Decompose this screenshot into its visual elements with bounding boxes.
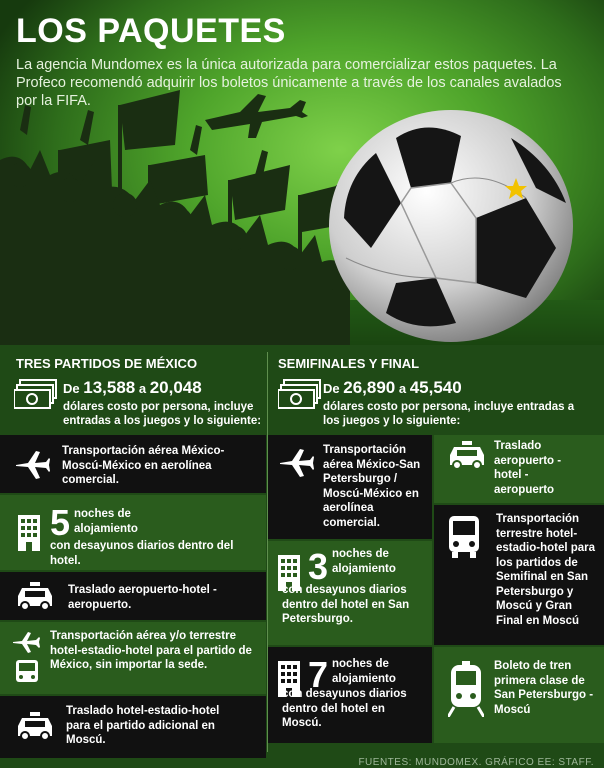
left-item-extra-match-transfer: Traslado hotel-estadio-hotel para el partido adicional en Moscú. [0,696,266,758]
right-item-train-ticket: Boleto de tren primera clase de San Petersburgo -Moscú [434,647,604,743]
taxi-icon [16,582,54,615]
right-column-heading: SEMIFINALES Y FINAL [278,356,420,371]
right-item-hotel-nights-stpetersburg: 3 noches de alojamiento con desayunos diarios dentro del hotel en San Petersburgo. [268,541,432,645]
money-icon [278,378,322,410]
taxi-icon [16,712,54,745]
nights-count: 5 [50,502,71,543]
sources-footer: FUENTES: MUNDOMEX. GRÁFICO EE: STAFF. [358,757,594,768]
airplane-icon [14,449,50,484]
left-item-airport-transfer: Traslado aeropuerto-hotel -aeropuerto. [0,572,266,620]
left-item-hotel-nights: 5 noches de alojamiento con desayunos diarios dentro del hotel. [0,495,266,570]
left-price-description: dólares costo por persona, incluye entradas a los juegos y lo siguiente: [63,401,262,427]
bus-icon [448,515,480,564]
train-icon [448,661,484,722]
hotel-building-icon [18,515,40,556]
intro-text: La agencia Mundomex es la única autorizada para comercializar estos paquetes. La Profeco recomendó adquirir los boletos únicamente a través de los canales avalados por la FIFA. [16,57,562,109]
nights-count: 7 [308,654,329,695]
hero-banner [0,0,604,345]
left-item-air-transport: Transportación aérea México-Moscú-México en aerolínea comercial. [0,435,266,493]
left-price-range: De 13,588 a 20,048 [63,378,202,397]
left-column-heading: TRES PARTIDOS DE MÉXICO [16,356,198,371]
soccer-ball-globe-illustration [326,108,576,345]
money-icon [14,378,58,410]
right-item-airport-transfer: Traslado aeropuerto -hotel -aeropuerto [434,435,604,503]
right-item-hotel-nights-moscow: 7 noches de alojamiento con desayunos diarios dentro del hotel en Moscú. [268,647,432,743]
right-item-air-transport: Transportación aérea México-San Petersburgo / Moscú-México en aerolínea comercial. [268,435,432,539]
right-price-range: De 26,890 a 45,540 [323,378,462,397]
taxi-icon [448,441,486,474]
nights-count: 3 [308,546,329,587]
right-item-stadium-transport: Transportación terrestre hotel-estadio-hotel para los partidos de Semifinal en San Petersburgo y Moscú y Gran Final en Moscú [434,505,604,645]
left-item-stadium-transport: Transportación aérea y/o terrestre hotel-estadio-hotel para el partido de México, sin importar la sede. [0,622,266,694]
plane-bus-icon [12,630,42,691]
airplane-icon [278,447,314,482]
right-price-description: dólares costo por persona, incluye entradas a los juegos y lo siguiente: [323,401,575,427]
page-title: LOS PAQUETES [16,12,286,50]
